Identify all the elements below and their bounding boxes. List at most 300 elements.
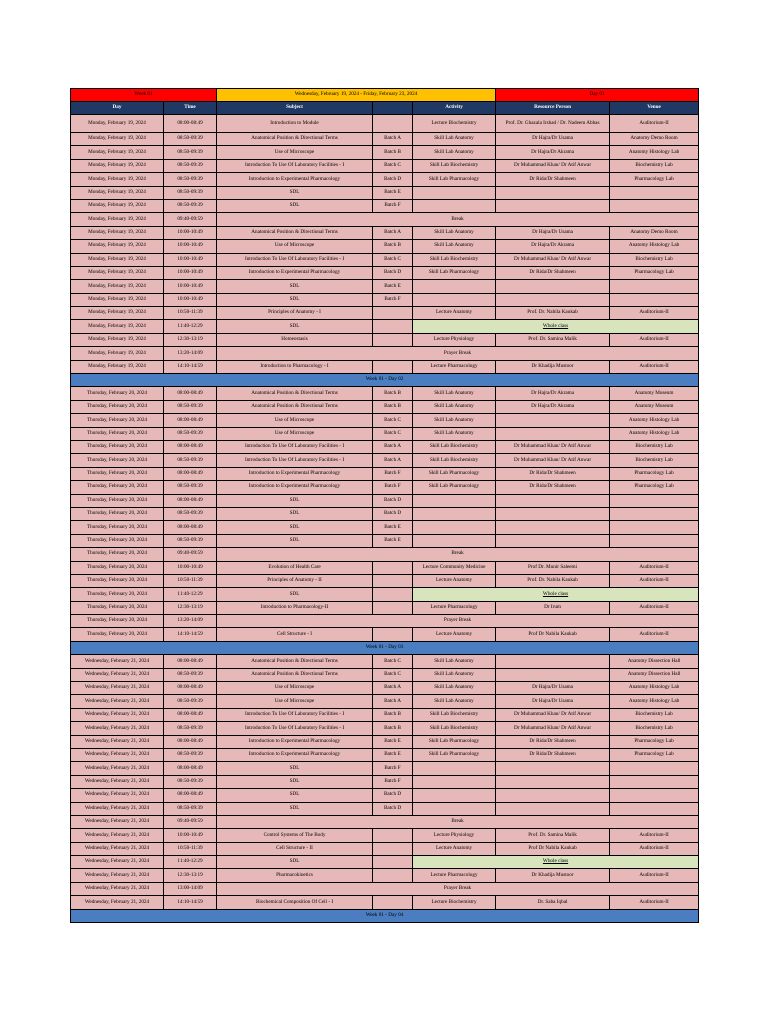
date-range: Wednesday, February 19, 2024 - Friday, February 23, 2024: [217, 89, 496, 102]
venue-cell: Auditorium-II: [610, 360, 699, 373]
day-cell: Wednesday, February 21, 2024: [71, 802, 164, 815]
day-cell: Monday, February 19, 2024: [71, 240, 164, 253]
table-row: [71, 467, 699, 480]
table-row: [71, 387, 699, 400]
activity-cell: Lecture Community Medicine: [413, 561, 496, 574]
subject-cell: SDL: [217, 507, 373, 520]
time-cell: 10:00-10:49: [164, 561, 217, 574]
activity-cell: [413, 507, 496, 520]
break-row: [71, 815, 699, 828]
subject-cell: SDL: [217, 186, 373, 199]
resource-person-cell: Dr. Saba Iqbal: [496, 896, 610, 909]
batch-cell: Batch A: [373, 133, 413, 146]
subject-cell: Introduction To Use Of Laboratory Facilities - I: [217, 440, 373, 453]
venue-cell: Pharmacology Lab: [610, 467, 699, 480]
venue-cell: Anatomy Histology Lab: [610, 240, 699, 253]
time-cell: 12:30-13:19: [164, 601, 217, 614]
activity-cell: Skill Lab Pharmacology: [413, 481, 496, 494]
table-row: [71, 133, 699, 146]
table-row: [71, 159, 699, 172]
time-cell: 08:00-08:49: [164, 467, 217, 480]
subject-cell: Anatomical Position & Directional Terms: [217, 226, 373, 239]
table-row: [71, 655, 699, 668]
venue-cell: Auditorium-II: [610, 307, 699, 320]
batch-cell: [373, 333, 413, 346]
venue-cell: [610, 762, 699, 775]
time-cell: 08:50-09:39: [164, 695, 217, 708]
resource-person-cell: [496, 199, 610, 212]
table-row: [71, 454, 699, 467]
batch-cell: Batch A: [373, 440, 413, 453]
table-row: [71, 802, 699, 815]
batch-cell: Batch B: [373, 722, 413, 735]
day-cell: Thursday, February 20, 2024: [71, 427, 164, 440]
time-cell: 13:00-14:09: [164, 882, 217, 895]
resource-person-cell: Dr Hajra/Dr Akrama: [496, 240, 610, 253]
subject-cell: Anatomical Position & Directional Terms: [217, 400, 373, 413]
venue-cell: Anatomy Histology Lab: [610, 695, 699, 708]
time-cell: 08:00-08:49: [164, 735, 217, 748]
day-separator: [71, 641, 699, 654]
break-label: Break: [217, 815, 699, 828]
time-cell: 10:00-10:49: [164, 829, 217, 842]
batch-cell: Batch C: [373, 427, 413, 440]
time-cell: 08:00-08:49: [164, 387, 217, 400]
activity-cell: Skill Lab Biochemistry: [413, 159, 496, 172]
day-cell: Wednesday, February 21, 2024: [71, 695, 164, 708]
activity-cell: Lecture Anatomy: [413, 842, 496, 855]
day-cell: Wednesday, February 21, 2024: [71, 722, 164, 735]
time-cell: 08:50-09:39: [164, 173, 217, 186]
resource-person-cell: [496, 655, 610, 668]
subject-cell: Introduction to Experimental Pharmacology: [217, 481, 373, 494]
day-cell: Thursday, February 20, 2024: [71, 507, 164, 520]
batch-cell: Batch D: [373, 789, 413, 802]
day-cell: Monday, February 19, 2024: [71, 146, 164, 159]
subject-cell: Principles of Anatomy - II: [217, 574, 373, 587]
table-row: [71, 708, 699, 721]
resource-person-cell: Dr Rida/Dr Shahmeen: [496, 467, 610, 480]
day-cell: Monday, February 19, 2024: [71, 320, 164, 333]
batch-cell: Batch C: [373, 668, 413, 681]
table-row: [71, 146, 699, 159]
activity-cell: Lecture Pharmacology: [413, 869, 496, 882]
break-label: Prayer Break: [217, 347, 699, 360]
time-cell: 14:10-14:59: [164, 360, 217, 373]
activity-cell: [413, 521, 496, 534]
table-row: [71, 400, 699, 413]
activity-cell: Lecture Pharmacology: [413, 360, 496, 373]
subject-cell: Introduction to Experimental Pharmacology: [217, 266, 373, 279]
venue-cell: Biochemistry Lab: [610, 708, 699, 721]
day-cell: Wednesday, February 21, 2024: [71, 762, 164, 775]
table-row: [71, 682, 699, 695]
time-cell: 08:00-08:49: [164, 762, 217, 775]
day-cell: Wednesday, February 21, 2024: [71, 668, 164, 681]
batch-cell: Batch E: [373, 735, 413, 748]
activity-cell: Skill Lab Anatomy: [413, 146, 496, 159]
resource-person-cell: Prof. Dr. Samina Malik: [496, 333, 610, 346]
break-row: [71, 213, 699, 226]
activity-cell: [413, 199, 496, 212]
time-cell: 08:50-09:39: [164, 186, 217, 199]
day-cell: Wednesday, February 21, 2024: [71, 856, 164, 869]
resource-person-cell: Prof Dr Nabila Kaukab: [496, 628, 610, 641]
time-cell: 08:50-09:39: [164, 454, 217, 467]
day-cell: Monday, February 19, 2024: [71, 307, 164, 320]
activity-cell: [413, 762, 496, 775]
resource-person-cell: Dr Hajra/Dr Akrama: [496, 387, 610, 400]
resource-person-cell: [496, 494, 610, 507]
day-cell: Thursday, February 20, 2024: [71, 521, 164, 534]
resource-person-cell: Dr Rida/Dr Shahmeen: [496, 481, 610, 494]
table-row: [71, 280, 699, 293]
activity-cell: Skill Lab Anatomy: [413, 400, 496, 413]
activity-cell: Skill Lab Anatomy: [413, 240, 496, 253]
table-row: [71, 668, 699, 681]
table-row: [71, 186, 699, 199]
subject-cell: Cell Structure - II: [217, 842, 373, 855]
batch-cell: [373, 601, 413, 614]
resource-person-cell: Dr Rida/Dr Shahmeen: [496, 266, 610, 279]
activity-cell: Skill Lab Anatomy: [413, 226, 496, 239]
activity-cell: Skill Lab Pharmacology: [413, 748, 496, 761]
venue-cell: Biochemistry Lab: [610, 454, 699, 467]
table-row: [71, 320, 699, 333]
table-row: [71, 896, 699, 909]
day-separator-label: Week 01 - Day 03: [71, 641, 699, 654]
subject-cell: Principles of Anatomy - I: [217, 307, 373, 320]
venue-cell: Auditorium-II: [610, 896, 699, 909]
activity-cell: Skill Lab Pharmacology: [413, 266, 496, 279]
resource-person-cell: [496, 414, 610, 427]
subject-cell: Introduction to Pharmacology-II: [217, 601, 373, 614]
resource-person-cell: Dr Hajra/Dr Usama: [496, 226, 610, 239]
time-cell: 08:50-09:39: [164, 507, 217, 520]
subject-cell: Use of Microscope: [217, 427, 373, 440]
day-cell: Thursday, February 20, 2024: [71, 440, 164, 453]
resource-person-cell: Dr Muhammad Khan/ Dr Atif Anwar: [496, 159, 610, 172]
resource-person-cell: Dr Rida/Dr Shahmeen: [496, 748, 610, 761]
activity-cell: Skill Lab Anatomy: [413, 682, 496, 695]
time-cell: 08:00-08:49: [164, 708, 217, 721]
venue-cell: Biochemistry Lab: [610, 253, 699, 266]
table-row: [71, 427, 699, 440]
batch-cell: Batch B: [373, 387, 413, 400]
resource-person-cell: [496, 427, 610, 440]
day-cell: Thursday, February 20, 2024: [71, 548, 164, 561]
time-cell: 08:50-09:39: [164, 534, 217, 547]
batch-cell: Batch D: [373, 802, 413, 815]
venue-cell: Anatomy Demo Room: [610, 226, 699, 239]
time-cell: 10:00-10:49: [164, 253, 217, 266]
day-cell: Thursday, February 20, 2024: [71, 454, 164, 467]
header-subject: Subject: [217, 102, 373, 115]
subject-cell: Use of Microscope: [217, 146, 373, 159]
venue-cell: [610, 802, 699, 815]
table-row: [71, 521, 699, 534]
activity-cell: Lecture Pharmacology: [413, 601, 496, 614]
break-label: Prayer Break: [217, 615, 699, 628]
subject-cell: SDL: [217, 775, 373, 788]
time-cell: 08:50-09:39: [164, 748, 217, 761]
subject-cell: SDL: [217, 789, 373, 802]
break-label: Break: [217, 213, 699, 226]
table-row: [71, 856, 699, 869]
venue-cell: Anatomy Museum: [610, 387, 699, 400]
activity-cell: Skill Lab Anatomy: [413, 655, 496, 668]
day-cell: Wednesday, February 21, 2024: [71, 829, 164, 842]
header-resource-person: Resource Person: [496, 102, 610, 115]
day-cell: Monday, February 19, 2024: [71, 266, 164, 279]
batch-cell: Batch A: [373, 695, 413, 708]
day-cell: Monday, February 19, 2024: [71, 173, 164, 186]
time-cell: 09:40-09:59: [164, 548, 217, 561]
time-cell: 11:40-12:29: [164, 856, 217, 869]
activity-cell: Lecture Biochemistry: [413, 896, 496, 909]
resource-person-cell: Dr Hajra/Dr Akrama: [496, 146, 610, 159]
activity-cell: [413, 789, 496, 802]
table-row: [71, 226, 699, 239]
activity-cell: [413, 534, 496, 547]
table-row: [71, 173, 699, 186]
venue-cell: Auditorium-II: [610, 601, 699, 614]
resource-person-cell: Dr Rida/Dr Shahmeen: [496, 735, 610, 748]
activity-cell: Skill Lab Pharmacology: [413, 173, 496, 186]
batch-cell: Batch F: [373, 481, 413, 494]
batch-cell: Batch A: [373, 226, 413, 239]
resource-person-cell: [496, 280, 610, 293]
day-cell: Thursday, February 20, 2024: [71, 481, 164, 494]
venue-cell: Biochemistry Lab: [610, 722, 699, 735]
batch-cell: [373, 856, 413, 869]
venue-cell: Anatomy Dissection Hall: [610, 668, 699, 681]
day-cell: Thursday, February 20, 2024: [71, 494, 164, 507]
table-row: [71, 561, 699, 574]
batch-cell: Batch F: [373, 775, 413, 788]
batch-cell: [373, 574, 413, 587]
resource-person-cell: Dr Muhammad Khan/ Dr Atif Anwar: [496, 722, 610, 735]
venue-cell: Auditorium-II: [610, 333, 699, 346]
time-cell: 14:10-14:59: [164, 896, 217, 909]
resource-person-cell: [496, 293, 610, 306]
venue-cell: [610, 521, 699, 534]
venue-cell: Anatomy Histology Lab: [610, 427, 699, 440]
venue-cell: Pharmacology Lab: [610, 266, 699, 279]
day-cell: Monday, February 19, 2024: [71, 213, 164, 226]
time-cell: 11:40-12:29: [164, 320, 217, 333]
day-cell: Wednesday, February 21, 2024: [71, 789, 164, 802]
venue-cell: Anatomy Demo Room: [610, 133, 699, 146]
activity-cell: Lecture Biochemistry: [413, 115, 496, 133]
batch-cell: [373, 842, 413, 855]
resource-person-cell: [496, 507, 610, 520]
day-cell: Thursday, February 20, 2024: [71, 534, 164, 547]
batch-cell: Batch E: [373, 748, 413, 761]
time-cell: 08:50-09:39: [164, 775, 217, 788]
resource-person-cell: [496, 802, 610, 815]
time-cell: 12:30-13:19: [164, 869, 217, 882]
header-batch: [373, 102, 413, 115]
day-cell: Thursday, February 20, 2024: [71, 561, 164, 574]
table-row: [71, 775, 699, 788]
time-cell: 09:40-09:59: [164, 213, 217, 226]
subject-cell: SDL: [217, 856, 373, 869]
subject-cell: Introduction To Use Of Laboratory Facilities - I: [217, 159, 373, 172]
batch-cell: Batch C: [373, 159, 413, 172]
activity-cell: [413, 280, 496, 293]
venue-cell: Auditorium-II: [610, 869, 699, 882]
table-row: [71, 507, 699, 520]
resource-person-cell: [496, 762, 610, 775]
resource-person-cell: Dr Khadija Mustoor: [496, 360, 610, 373]
activity-cell: Skill Lab Anatomy: [413, 668, 496, 681]
venue-cell: Auditorium-II: [610, 115, 699, 133]
batch-cell: Batch A: [373, 682, 413, 695]
subject-cell: Control Systems of The Body: [217, 829, 373, 842]
subject-cell: Use of Microscope: [217, 240, 373, 253]
subject-cell: SDL: [217, 199, 373, 212]
day-cell: Wednesday, February 21, 2024: [71, 655, 164, 668]
whole-class-label: Whole class: [413, 856, 699, 869]
subject-cell: SDL: [217, 521, 373, 534]
batch-cell: Batch B: [373, 240, 413, 253]
batch-cell: Batch B: [373, 708, 413, 721]
day-cell: Wednesday, February 21, 2024: [71, 708, 164, 721]
subject-cell: Evolution of Health Care: [217, 561, 373, 574]
table-row: [71, 333, 699, 346]
time-cell: 12:30-13:19: [164, 333, 217, 346]
subject-cell: Cell Structure - I: [217, 628, 373, 641]
day-cell: Monday, February 19, 2024: [71, 253, 164, 266]
subject-cell: Introduction to Pharmacology - I: [217, 360, 373, 373]
day-title: Day 01: [496, 89, 699, 102]
time-cell: 08:50-09:39: [164, 199, 217, 212]
day-cell: Thursday, February 20, 2024: [71, 414, 164, 427]
batch-cell: Batch E: [373, 280, 413, 293]
venue-cell: Biochemistry Lab: [610, 440, 699, 453]
subject-cell: SDL: [217, 320, 373, 333]
whole-class-label: Whole class: [413, 588, 699, 601]
table-row: [71, 266, 699, 279]
day-cell: Monday, February 19, 2024: [71, 360, 164, 373]
title-row: [71, 89, 699, 102]
subject-cell: Introduction to Experimental Pharmacology: [217, 173, 373, 186]
batch-cell: Batch F: [373, 199, 413, 212]
day-cell: Wednesday, February 21, 2024: [71, 842, 164, 855]
batch-cell: [373, 320, 413, 333]
subject-cell: SDL: [217, 802, 373, 815]
activity-cell: Skill Lab Anatomy: [413, 427, 496, 440]
resource-person-cell: Dr Muhammad Khan/ Dr Atif Anwar: [496, 253, 610, 266]
venue-cell: [610, 280, 699, 293]
batch-cell: [373, 869, 413, 882]
activity-cell: Skill Lab Biochemistry: [413, 454, 496, 467]
time-cell: 13:20-14:09: [164, 347, 217, 360]
day-cell: Thursday, February 20, 2024: [71, 387, 164, 400]
time-cell: 08:50-09:39: [164, 146, 217, 159]
header-venue: Venue: [610, 102, 699, 115]
resource-person-cell: [496, 534, 610, 547]
activity-cell: Lecture Anatomy: [413, 628, 496, 641]
batch-cell: [373, 360, 413, 373]
table-row: [71, 240, 699, 253]
activity-cell: Skill Lab Pharmacology: [413, 467, 496, 480]
table-row: [71, 307, 699, 320]
resource-person-cell: Dr Rida/Dr Shahmeen: [496, 173, 610, 186]
time-cell: 08:50-09:39: [164, 133, 217, 146]
table-row: [71, 628, 699, 641]
venue-cell: Auditorium-II: [610, 574, 699, 587]
day-cell: Monday, February 19, 2024: [71, 293, 164, 306]
batch-cell: [373, 115, 413, 133]
resource-person-cell: Prof Dr Nabila Kaukab: [496, 842, 610, 855]
resource-person-cell: [496, 521, 610, 534]
time-cell: 08:00-08:49: [164, 115, 217, 133]
resource-person-cell: Dr Hajra/Dr Usama: [496, 695, 610, 708]
time-cell: 09:40-09:59: [164, 815, 217, 828]
batch-cell: Batch D: [373, 494, 413, 507]
day-cell: Monday, February 19, 2024: [71, 115, 164, 133]
day-cell: Thursday, February 20, 2024: [71, 615, 164, 628]
break-row: [71, 347, 699, 360]
table-row: [71, 829, 699, 842]
venue-cell: Pharmacology Lab: [610, 173, 699, 186]
table-row: [71, 253, 699, 266]
resource-person-cell: Dr Khadija Mustoor: [496, 869, 610, 882]
day-cell: Monday, February 19, 2024: [71, 280, 164, 293]
subject-cell: SDL: [217, 762, 373, 775]
batch-cell: Batch C: [373, 414, 413, 427]
day-cell: Monday, February 19, 2024: [71, 133, 164, 146]
activity-cell: Skill Lab Biochemistry: [413, 440, 496, 453]
time-cell: 08:00-08:49: [164, 521, 217, 534]
batch-cell: Batch E: [373, 186, 413, 199]
time-cell: 08:50-09:39: [164, 481, 217, 494]
batch-cell: Batch D: [373, 173, 413, 186]
activity-cell: Skill Lab Anatomy: [413, 387, 496, 400]
venue-cell: Pharmacology Lab: [610, 481, 699, 494]
table-row: [71, 440, 699, 453]
table-row: [71, 588, 699, 601]
venue-cell: [610, 199, 699, 212]
activity-cell: Skill Lab Anatomy: [413, 414, 496, 427]
day-cell: Monday, February 19, 2024: [71, 186, 164, 199]
table-row: [71, 481, 699, 494]
table-row: [71, 722, 699, 735]
time-cell: 08:00-08:49: [164, 440, 217, 453]
resource-person-cell: Dr Irum: [496, 601, 610, 614]
time-cell: 08:00-08:49: [164, 414, 217, 427]
day-cell: Thursday, February 20, 2024: [71, 588, 164, 601]
batch-cell: Batch B: [373, 146, 413, 159]
venue-cell: Auditorium-II: [610, 628, 699, 641]
resource-person-cell: Prof. Dr. Nabila Kaukab: [496, 307, 610, 320]
day-separator-label: Week 01 - Day 04: [71, 909, 699, 922]
table-row: [71, 735, 699, 748]
day-cell: Wednesday, February 21, 2024: [71, 748, 164, 761]
whole-class-label: Whole class: [413, 320, 699, 333]
venue-cell: Pharmacology Lab: [610, 748, 699, 761]
batch-cell: Batch A: [373, 454, 413, 467]
table-row: [71, 199, 699, 212]
resource-person-cell: [496, 775, 610, 788]
batch-cell: Batch E: [373, 521, 413, 534]
batch-cell: Batch F: [373, 293, 413, 306]
break-label: Break: [217, 548, 699, 561]
venue-cell: [610, 775, 699, 788]
header-day: Day: [71, 102, 164, 115]
